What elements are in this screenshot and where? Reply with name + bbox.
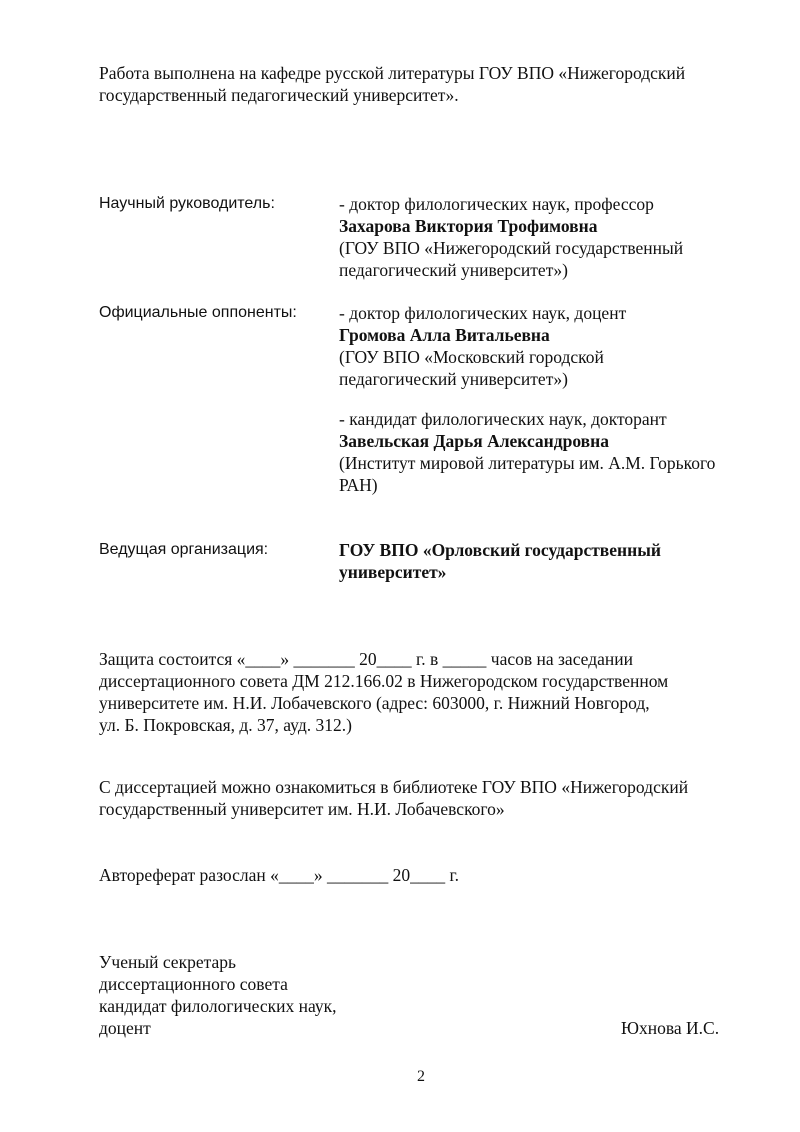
opponent-1-org-line-2: педагогический университет») — [339, 369, 568, 389]
intro-line-2: государственный педагогический университет». — [99, 85, 459, 105]
opponent-2-degree: - кандидат филологических наук, докторант — [339, 409, 667, 429]
opponent-2-org-line-1: (Институт мировой литературы им. А.М. Горького — [339, 453, 716, 473]
defense-paragraph — [99, 648, 668, 736]
sent-line: Автореферат разослан «____» _______ 20____ г. — [99, 865, 460, 885]
leading-org-name-line-1: ГОУ ВПО «Орловский государственный — [339, 540, 661, 560]
supervisor-degree: - доктор филологических наук, профессор — [339, 194, 654, 214]
opponent-1-name: Громова Алла Витальевна — [339, 325, 550, 345]
secretary-name: Юхнова И.С. — [621, 1018, 720, 1038]
sent-paragraph — [99, 864, 459, 886]
opponent-2-name: Завельская Дарья Александровна — [339, 431, 609, 451]
supervisor-org-line-2: педагогический университет») — [339, 260, 568, 280]
opponent-1-degree: - доктор филологических наук, доцент — [339, 303, 627, 323]
secretary-line-4: доцент — [99, 1018, 151, 1038]
leading-org-label: Ведущая организация: — [99, 541, 269, 558]
supervisor-name: Захарова Виктория Трофимовна — [339, 216, 598, 236]
opponent-2-block — [339, 408, 715, 496]
defense-line-3: университете им. Н.И. Лобачевского (адрес: 603000, г. Нижний Новгород, — [99, 693, 650, 713]
secretary-block — [99, 951, 337, 1039]
library-line-1: С диссертацией можно ознакомиться в библиотеке ГОУ ВПО «Нижегородский — [99, 777, 689, 797]
defense-line-1: Защита состоится «____» _______ 20____ г. в _____ часов на заседании — [99, 649, 633, 669]
opponent-1-block — [339, 302, 626, 390]
defense-line-2: диссертационного совета ДМ 212.166.02 в Нижегородском государственном — [99, 671, 669, 691]
supervisor-org-line-1: (ГОУ ВПО «Нижегородский государственный — [339, 238, 684, 258]
supervisor-label: Научный руководитель: — [99, 195, 275, 212]
library-line-2: государственный университет им. Н.И. Лобачевского» — [99, 799, 505, 819]
secretary-line-1: Ученый секретарь — [99, 952, 236, 972]
opponent-1-org-line-1: (ГОУ ВПО «Московский городской — [339, 347, 604, 367]
opponent-2-org-line-2: РАН) — [339, 475, 378, 495]
intro-paragraph — [99, 62, 685, 106]
supervisor-block — [339, 193, 683, 281]
page-number: 2 — [417, 1068, 425, 1085]
intro-line-1: Работа выполнена на кафедре русской литературы ГОУ ВПО «Нижегородский — [99, 63, 686, 83]
leading-org-block — [339, 539, 661, 583]
defense-line-4: ул. Б. Покровская, д. 37, ауд. 312.) — [99, 715, 352, 735]
library-paragraph — [99, 776, 688, 820]
leading-org-name-line-2: университет» — [339, 562, 447, 582]
secretary-line-2: диссертационного совета — [99, 974, 288, 994]
secretary-line-3: кандидат филологических наук, — [99, 996, 337, 1016]
opponents-label: Официальные оппоненты: — [99, 304, 297, 321]
